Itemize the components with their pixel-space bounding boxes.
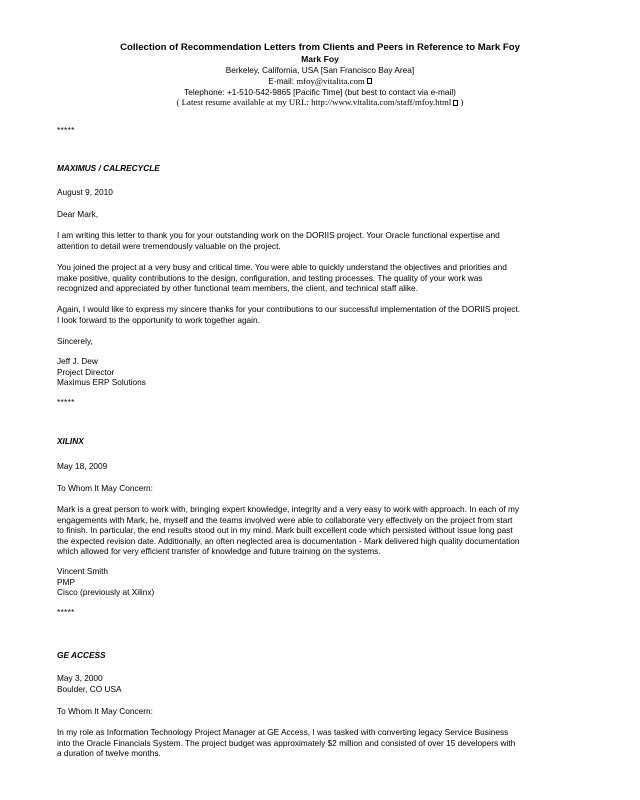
paragraph-line: recognized and appreciated by other functional team members, the client, and technical staff alike. [57,283,418,294]
signature-line: Project Director [57,366,115,377]
paragraph-line: I am writing this letter to thank you for your outstanding work on the DORIIS project. Your Oracle functional expertise and [57,230,500,240]
email-link[interactable]: mfoy@vitalita.com [296,75,365,86]
paragraph-line: In my role as Information Technology Project Manager at GE Access, I was tasked with converting legacy Service Business [57,727,509,737]
date-line: May 3, 2000 [57,673,103,683]
signature-line: Vincent Smith [57,566,109,576]
paragraph-line: into the Oracle Financials System. The project budget was approximately $2 million and consisted of over 15 developers with [57,737,516,748]
author-telephone: Telephone: +1-510-542-9865 [Pacific Time] (but best to contact via e-mail) [184,86,456,97]
letter-company: XILINX [57,436,84,446]
author-name: Mark Foy [301,54,339,64]
letter-date: May 18, 2009 [57,461,108,471]
paragraph-line: engagements with Mark, he, myself and the teams involved were able to collaborate very effectively on the project from start [57,514,513,525]
paragraph-line: Again, I would like to express my sincere thanks for your contributions to our successful implementation of the DORIIS project. [57,304,520,314]
separator: ***** [57,397,75,407]
resume-link[interactable]: http://www.vitalita.com/staff/mfoy.html [311,97,452,108]
resume-prefix: ( Latest resume available at my URL: [176,97,312,108]
paragraph-line: attention to detail were tremendously valuable on the project. [57,240,281,251]
paragraph-line: make positive, quality contributions to the design, configuration, and testing processes. The quality of your work was [57,272,483,283]
date-line: Boulder, CO USA [57,683,122,694]
letter-salutation: To Whom It May Concern: [57,706,153,716]
signature-line: Cisco (previously at Xilinx) [57,587,155,598]
signature-line: Maximus ERP Solutions [57,377,146,388]
paragraph-line: the expected revision date. Additionally, an often neglected area is documentation - Mark delivered high quality documentation [57,535,520,546]
letter-paragraph [57,262,577,294]
letter-salutation: To Whom It May Concern: [57,483,153,493]
letter-paragraph [57,230,577,251]
author-location: Berkeley, California, USA [San Francisco Bay Area] [225,65,415,75]
letter-signature [57,356,577,388]
letter-company: MAXIMUS / CALRECYCLE [57,163,160,173]
resume-suffix: ) [458,97,464,108]
letter-date: August 9, 2010 [57,187,113,197]
author-email-line [0,76,640,87]
signature-line: PMP [57,576,75,587]
letter-closing: Sincerely, [57,336,93,346]
letter-paragraph [57,504,577,557]
separator: ***** [57,125,75,135]
letter-paragraph [57,304,577,325]
paragraph-line: which allowed for very efficient transfer of knowledge and future training on the systems. [57,546,381,557]
document-title: Collection of Recommendation Letters from Clients and Peers in Reference to Mark Foy [120,42,520,53]
paragraph-line: You joined the project at a very busy and critical time. You were able to quickly understand the objectives and priorities and [57,262,507,272]
letter-date [57,673,577,694]
separator: ***** [57,607,75,617]
document-header [0,42,640,108]
author-resume-line [0,97,640,108]
paragraph-line: Mark is a great person to work with, bringing expert knowledge, integrity and a very easy to work with approach. In each of my [57,504,520,514]
letter-salutation: Dear Mark, [57,209,99,219]
link-box-icon [367,78,372,84]
signature-line: Jeff J. Dew [57,356,98,366]
letter-paragraph [57,727,577,759]
email-label: E-mail: [268,75,297,86]
paragraph-line: a duration of twelve months. [57,748,161,759]
paragraph-line: I look forward to the opportunity to work together again. [57,314,260,325]
letter-signature [57,566,577,598]
letter-company: GE ACCESS [57,650,106,660]
paragraph-line: to finish. In particular, the end results stood out in my mind. Mark built excellent code which persisted without issue long past [57,525,513,536]
